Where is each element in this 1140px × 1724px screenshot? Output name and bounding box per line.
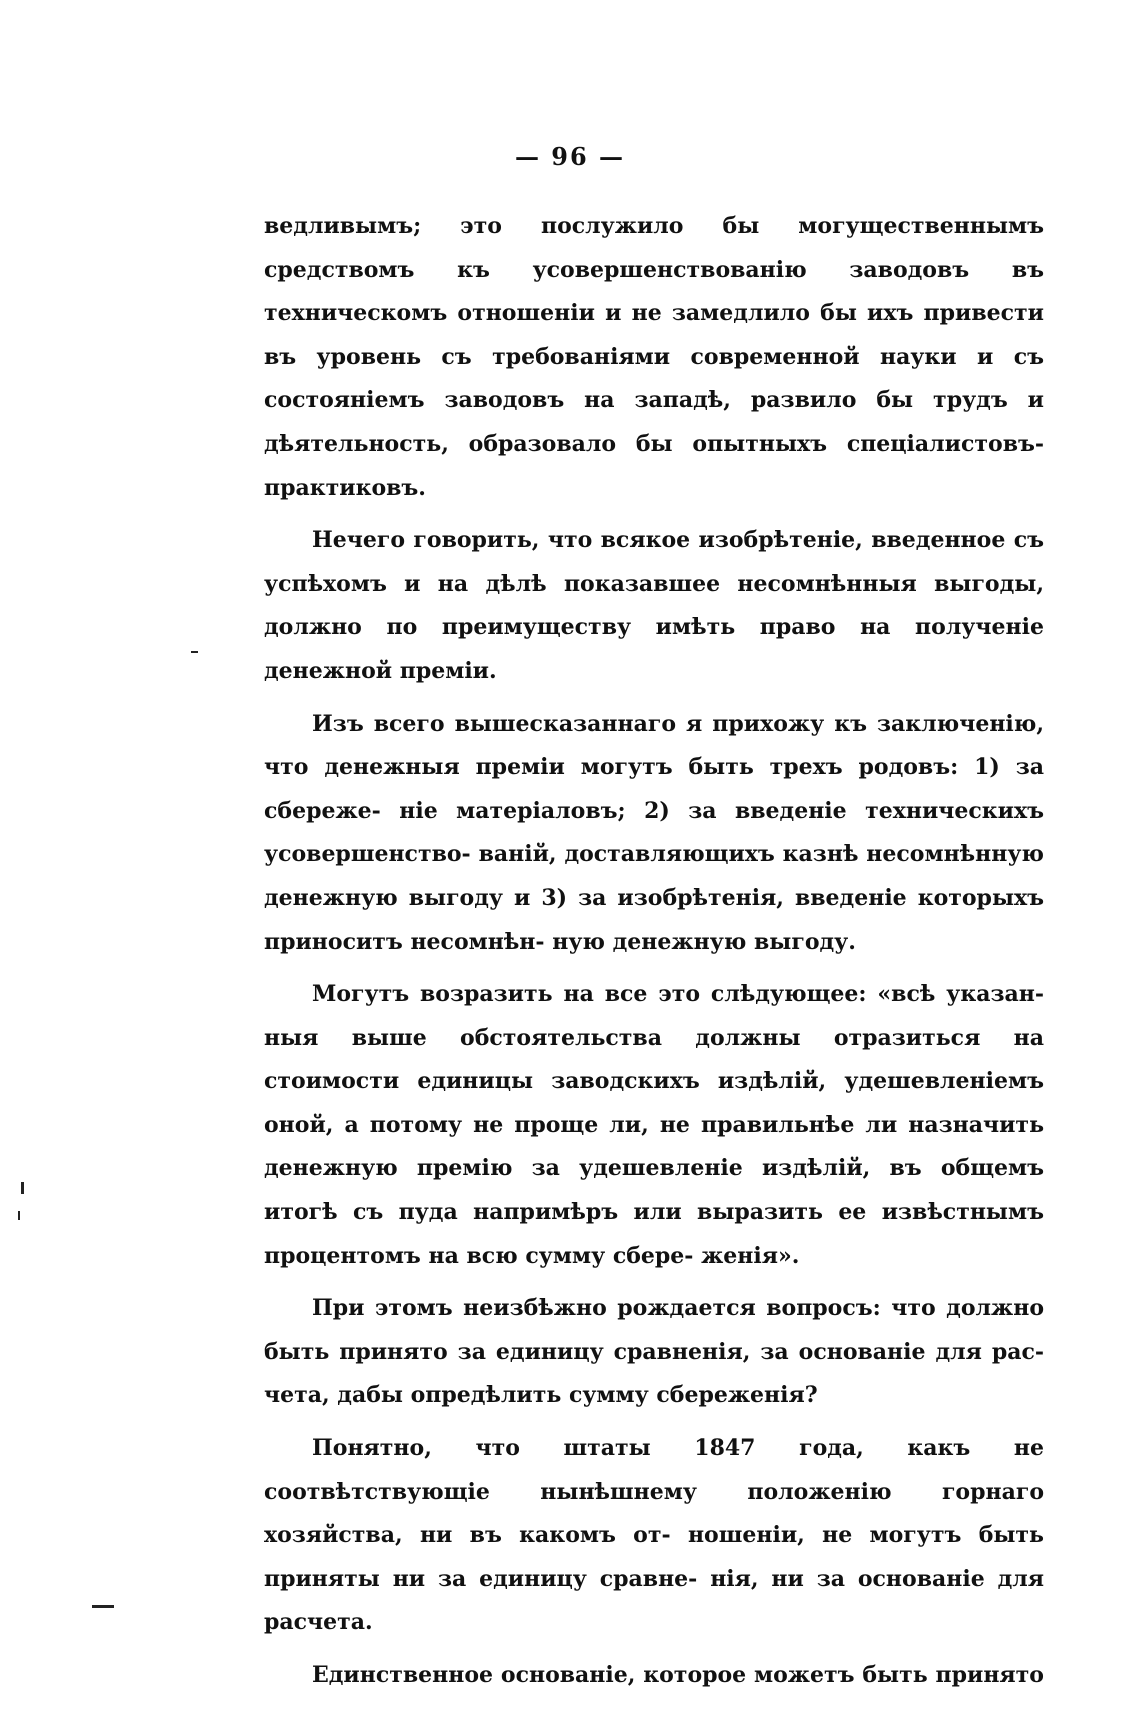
line: ную денежную выгоду.: [552, 928, 856, 955]
line: женія».: [701, 1242, 800, 1269]
paragraph-3: [264, 703, 1044, 965]
line: по преимуществу имѣть право на полученіе денежной преміи.: [264, 614, 1044, 684]
line: нія, ни за основаніе для расчета.: [264, 1565, 1045, 1636]
scan-mark: [18, 1211, 20, 1220]
line: быть принято за единицу сравненія, за основаніе для рас-: [264, 1338, 1044, 1365]
line: и не замедлило бы ихъ привести въ уровень съ требованіями: [264, 300, 1044, 370]
line: ведливымъ; это послужило бы могущественнымъ средствомъ: [264, 213, 1044, 283]
paragraph-7: [264, 1654, 1044, 1698]
line: ношеніи, не могутъ быть приняты ни за единицу сравне-: [264, 1522, 1044, 1592]
body-text: [264, 205, 1044, 1707]
line: современной науки и съ состояніемъ заводовъ на западѣ,: [264, 343, 1044, 414]
line: и 3) за изобрѣтенія, введеніе которыхъ приноситъ несомнѣн-: [264, 884, 1044, 955]
paragraph-4: [264, 973, 1044, 1278]
line: Единственное основаніе, которое можетъ быть принято: [312, 1662, 1044, 1688]
line: за удешевленіе издѣлій, въ общемъ итогѣ съ пуда напримѣръ: [264, 1155, 1044, 1226]
paragraph-1: [264, 205, 1044, 510]
paragraph-2: [264, 519, 1044, 693]
line: ніе матеріаловъ; 2) за введеніе техническихъ усовершенство-: [264, 797, 1044, 868]
line: развило бы трудъ и дѣятельность, образовало бы опытныхъ: [264, 387, 1044, 457]
paragraph-6: [264, 1427, 1044, 1645]
line: или выразить ее извѣстнымъ процентомъ на всю сумму сбере-: [264, 1199, 1044, 1269]
line: Изъ всего вышесказаннаго я прихожу къ заключенію, что: [264, 710, 1044, 781]
paragraph-5: [264, 1287, 1044, 1418]
line: спеціалистовъ-практиковъ.: [264, 430, 1044, 501]
line: Нечего говорить, что всякое изобрѣтеніе, введенное съ: [312, 527, 1044, 554]
line: успѣхомъ и на дѣлѣ показавшее несомнѣнныя выгоды, должно: [264, 570, 1044, 641]
line: къ усовершенствованію заводовъ въ техническомъ отношеніи: [264, 256, 1044, 327]
line: нынѣшнему положенію горнаго хозяйства, ни въ какомъ от-: [264, 1478, 1044, 1549]
scan-mark: [191, 651, 198, 653]
scan-mark: [21, 1182, 24, 1194]
scan-mark: [92, 1605, 114, 1608]
line: не проще ли, не правильнѣе ли назначить денежную премію: [264, 1111, 1044, 1182]
line: ныя выше обстоятельства должны отразиться на стоимости: [264, 1024, 1044, 1095]
line: При этомъ неизбѣжно рождается вопросъ: что должно: [312, 1295, 1044, 1322]
page-number: — 96 —: [514, 142, 626, 171]
line: чета, дабы опредѣлить сумму сбереженія?: [264, 1382, 818, 1409]
line: ваній, доставляющихъ казнѣ несомнѣнную денежную выгоду: [264, 841, 1044, 911]
line: денежныя преміи могутъ быть трехъ родовъ: 1) за сбереже-: [264, 754, 1044, 824]
line: Понятно, что штаты 1847 года, какъ не соотвѣтствующіе: [264, 1435, 1044, 1505]
line: Могутъ возразить на все это слѣдующее: «всѣ указан-: [312, 981, 1044, 1008]
line: единицы заводскихъ издѣлій, удешевленіемъ оной, а потому: [264, 1068, 1044, 1138]
